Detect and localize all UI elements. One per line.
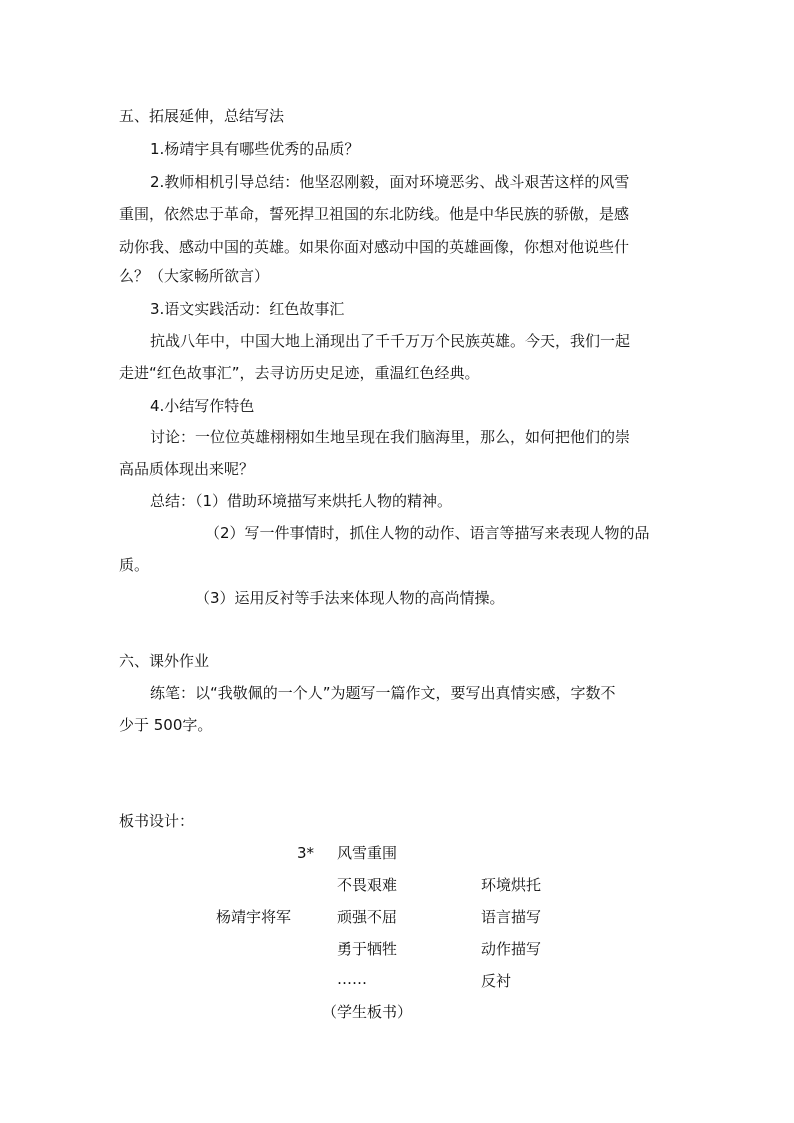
summary-item-2-line-2: 质。 <box>119 556 150 574</box>
board-footer: （学生板书） <box>322 1003 413 1021</box>
summary-item-1: 总结：（1）借助环境描写来烘托人物的精神。 <box>150 492 453 510</box>
paragraph-2-line-1: 2.教师相机引导总结：他坚忍刚毅，面对环境恶劣、战斗艰苦这样的风雪 <box>150 173 630 191</box>
paragraph-3-heading: 3.语文实践活动：红色故事汇 <box>150 300 345 318</box>
board-lesson-title: 风雪重围 <box>337 844 398 862</box>
board-label: 板书设计： <box>119 812 195 830</box>
paragraph-2-line-2: 重围，依然忠于革命，誓死捍卫祖国的东北防线。他是中华民族的骄傲，是感 <box>119 205 630 223</box>
discussion-line-1: 讨论：一位位英雄栩栩如生地呈现在我们脑海里，那么，如何把他们的崇 <box>150 428 631 446</box>
section5-heading: 五、拓展延伸，总结写法 <box>119 107 285 125</box>
board-quality: 不畏艰难 <box>337 876 398 894</box>
section6-heading: 六、课外作业 <box>119 652 210 670</box>
board-quality: 勇于牺牲 <box>337 940 398 958</box>
board-lesson-number: 3* <box>297 844 315 862</box>
summary-item-3: （3）运用反衬等手法来体现人物的高尚情操。 <box>195 589 505 607</box>
board-method: 动作描写 <box>481 940 542 958</box>
discussion-line-2: 高品质体现出来呢？ <box>119 460 255 478</box>
board-method: 反衬 <box>481 972 512 990</box>
board-subject: 杨靖宇将军 <box>216 908 292 926</box>
homework-line-2: 少于 500字。 <box>119 716 213 734</box>
paragraph-2-line-4: 么？（大家畅所欲言） <box>119 267 270 285</box>
board-method: 语言描写 <box>481 908 542 926</box>
paragraph-4-heading: 4.小结写作特色 <box>150 397 255 415</box>
paragraph-2-line-3: 动你我、感动中国的英雄。如果你面对感动中国的英雄画像，你想对他说些什 <box>119 238 630 256</box>
homework-line-1: 练笔：以“我敬佩的一个人”为题写一篇作文，要写出真情实感，字数不 <box>150 684 616 702</box>
summary-item-2-line-1: （2）写一件事情时，抓住人物的动作、语言等描写来表现人物的品 <box>205 524 650 542</box>
board-quality-ellipsis: …… <box>337 970 367 988</box>
board-method: 环境烘托 <box>481 876 542 894</box>
question-1: 1.杨靖宇具有哪些优秀的品质？ <box>150 140 360 158</box>
board-quality: 顽强不屈 <box>337 908 398 926</box>
paragraph-3-line-2: 走进“红色故事汇”，去寻访历史足迹，重温红色经典。 <box>119 364 480 382</box>
paragraph-3-line-1: 抗战八年中，中国大地上涌现出了千千万万个民族英雄。今天，我们一起 <box>150 332 631 350</box>
